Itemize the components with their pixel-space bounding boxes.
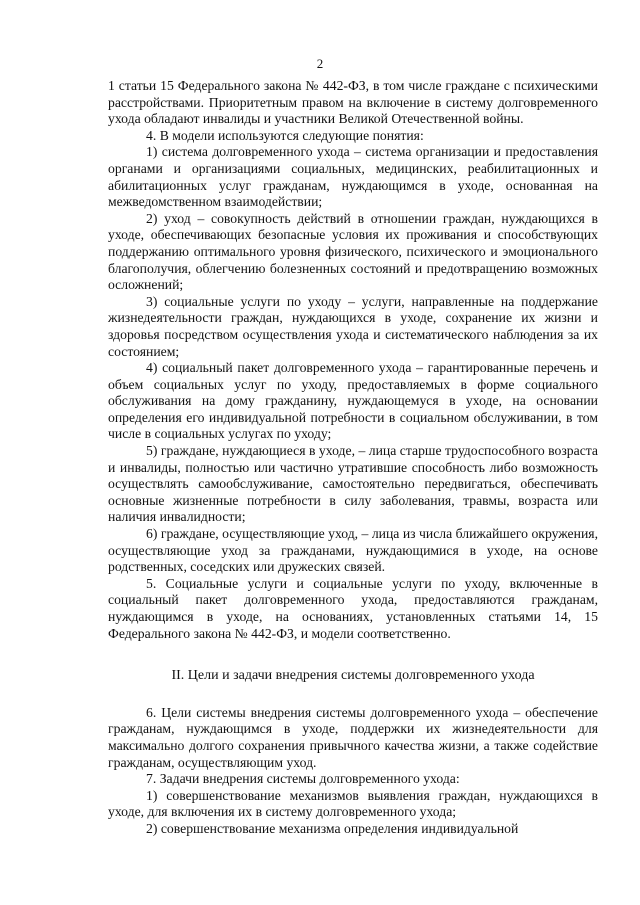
section-heading: II. Цели и задачи внедрения системы долговременного ухода	[171, 668, 535, 684]
paragraph-item-5: 5. Социальные услуги и социальные услуги по уходу, включенные в социальный пакет долговременного ухода, предоставляются гражданам, нуждающимся в уходе, на основаниях, установленных статьями 14, 15 Федерального закона № 442-ФЗ, и модели соответственно.	[108, 575, 598, 641]
paragraph-item-4: 4. В модели используются следующие понятия:	[146, 127, 424, 143]
paragraph-item-7: 7. Задачи внедрения системы долговременного ухода:	[146, 771, 460, 787]
paragraph-task-1: 1) совершенствование механизмов выявления граждан, нуждающихся в уходе, для включения их в систему долговременного ухода;	[108, 787, 598, 820]
paragraph-definition-5: 5) граждане, нуждающиеся в уходе, – лица старше трудоспособного возраста и инвалиды, полностью или частично утратившие способность либо возможность осуществлять самообслуживание, самостоятельно передвигаться, обеспечивать основные жизненные потребности в силу заболевания, травмы, возраста или наличия инвалидности;	[108, 443, 598, 525]
page-number: 2	[316, 56, 324, 71]
paragraph-task-2: 2) совершенствование механизма определения индивидуальной	[146, 820, 519, 836]
paragraph-definition-3: 3) социальные услуги по уходу – услуги, направленные на поддержание жизнедеятельности граждан, нуждающихся в уходе, сохранение их жизни и здоровья посредством осуществления ухода и систематического наблюдения за их состоянием;	[108, 293, 598, 359]
paragraph-definition-4: 4) социальный пакет долговременного ухода – гарантированные перечень и объем социальных услуг по уходу, предоставляемых в форме социального обслуживания на дому гражданину, нуждающемуся в уходе, на основании определения его индивидуальной потребности в социальном обслуживании, в том числе в социальных услугах по уходу;	[108, 360, 598, 442]
paragraph-definition-6: 6) граждане, осуществляющие уход, – лица из числа ближайшего окружения, осуществляющие уход за гражданами, нуждающимися в уходе, на основе родственных, соседских или дружеских связей.	[108, 526, 598, 575]
paragraph-item-6: 6. Цели системы внедрения системы долговременного ухода – обеспечение гражданам, нуждающимся в уходе, поддержки их жизнедеятельности для максимально долгого сохранения привычного качества жизни, а также содействие гражданам, осуществляющим уход.	[108, 704, 598, 770]
paragraph-continuation: 1 статьи 15 Федерального закона № 442-ФЗ, в том числе граждане с психическими расстройствами. Приоритетным правом на включение в систему долговременного ухода обладают инвалиды и участники Великой Отечественной войны.	[108, 78, 598, 127]
document-body	[108, 78, 598, 838]
paragraph-definition-1: 1) система долговременного ухода – система организации и предоставления органами и организациями социальных, медицинских, реабилитационных и абилитационных услуг гражданам, нуждающимся в уходе, основанная на межведомственном взаимодействии;	[108, 144, 598, 210]
paragraph-definition-2: 2) уход – совокупность действий в отношении граждан, нуждающихся в уходе, обеспечивающих безопасные условия их проживания и способствующих поддержанию оптимального уровня физического, психического и эмоционального благополучия, облегчению болезненных состояний и предотвращению возможных осложнений;	[108, 210, 598, 293]
